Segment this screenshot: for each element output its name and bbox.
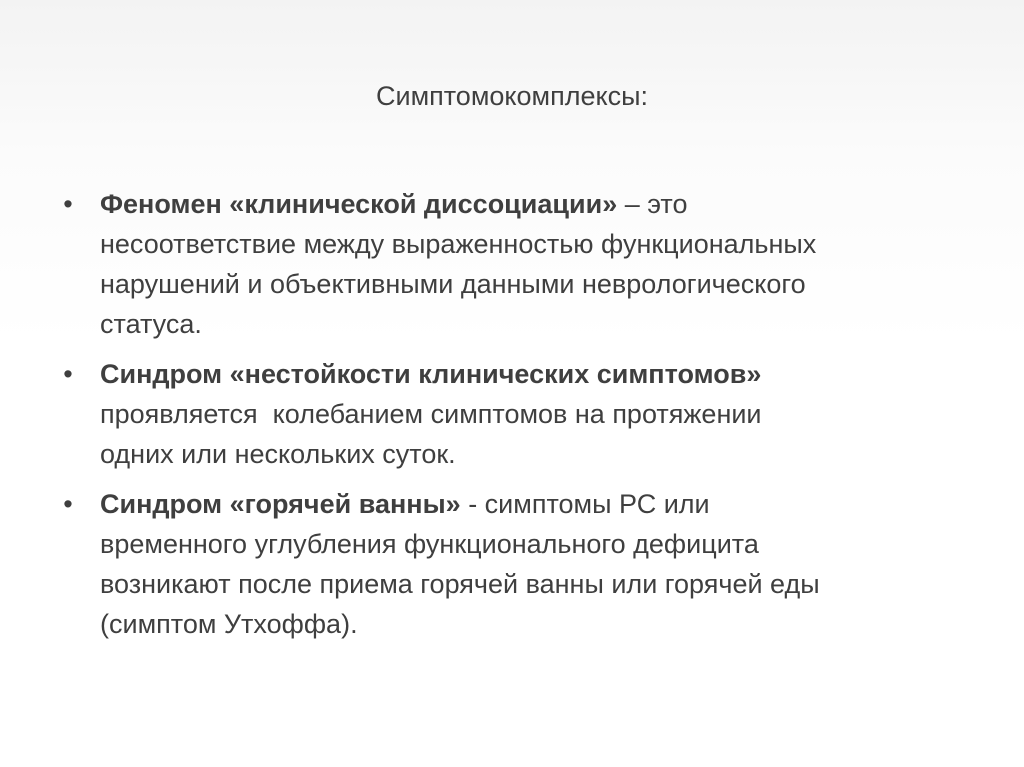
bullet-line xyxy=(100,354,958,394)
bullet-text: (симптом Утхоффа). xyxy=(100,609,358,639)
bullet-line xyxy=(100,604,958,644)
bullet-icon: • xyxy=(63,189,73,219)
bullet-icon: • xyxy=(63,489,73,519)
bullet-list xyxy=(58,184,958,654)
bullet-line xyxy=(100,184,958,224)
bullet-text: – это xyxy=(617,189,688,219)
bullet-item-unstable-symptoms xyxy=(58,354,958,474)
bullet-line xyxy=(100,524,958,564)
bullet-text: возникают после приема горячей ванны или горячей еды xyxy=(100,569,820,599)
bullet-text: временного углубления функционального дефицита xyxy=(100,529,759,559)
bullet-term: Синдром «горячей ванны» xyxy=(100,489,461,519)
bullet-text: статуса. xyxy=(100,309,202,339)
bullet-line xyxy=(100,264,958,304)
bullet-text: проявляется колебанием симптомов на протяжении xyxy=(100,399,762,429)
bullet-line xyxy=(100,394,958,434)
bullet-item-clinical-dissociation xyxy=(58,184,958,344)
bullet-text: одних или нескольких суток. xyxy=(100,439,456,469)
bullet-text: - симптомы РС или xyxy=(460,489,710,519)
bullet-term: Феномен «клинической диссоциации» xyxy=(100,189,618,219)
bullet-term: Синдром «нестойкости клинических симптомов» xyxy=(100,359,762,389)
bullet-line xyxy=(100,304,958,344)
bullet-line xyxy=(100,434,958,474)
bullet-line xyxy=(100,484,958,524)
bullet-text: нарушений и объективными данными неврологического xyxy=(100,269,806,299)
bullet-text: несоответствие между выраженностью функциональных xyxy=(100,229,817,259)
bullet-line xyxy=(100,564,958,604)
bullet-item-hot-bath xyxy=(58,484,958,644)
bullet-icon: • xyxy=(63,359,73,389)
bullet-line xyxy=(100,224,958,264)
slide-title: Симптомокомплексы: xyxy=(375,81,649,111)
